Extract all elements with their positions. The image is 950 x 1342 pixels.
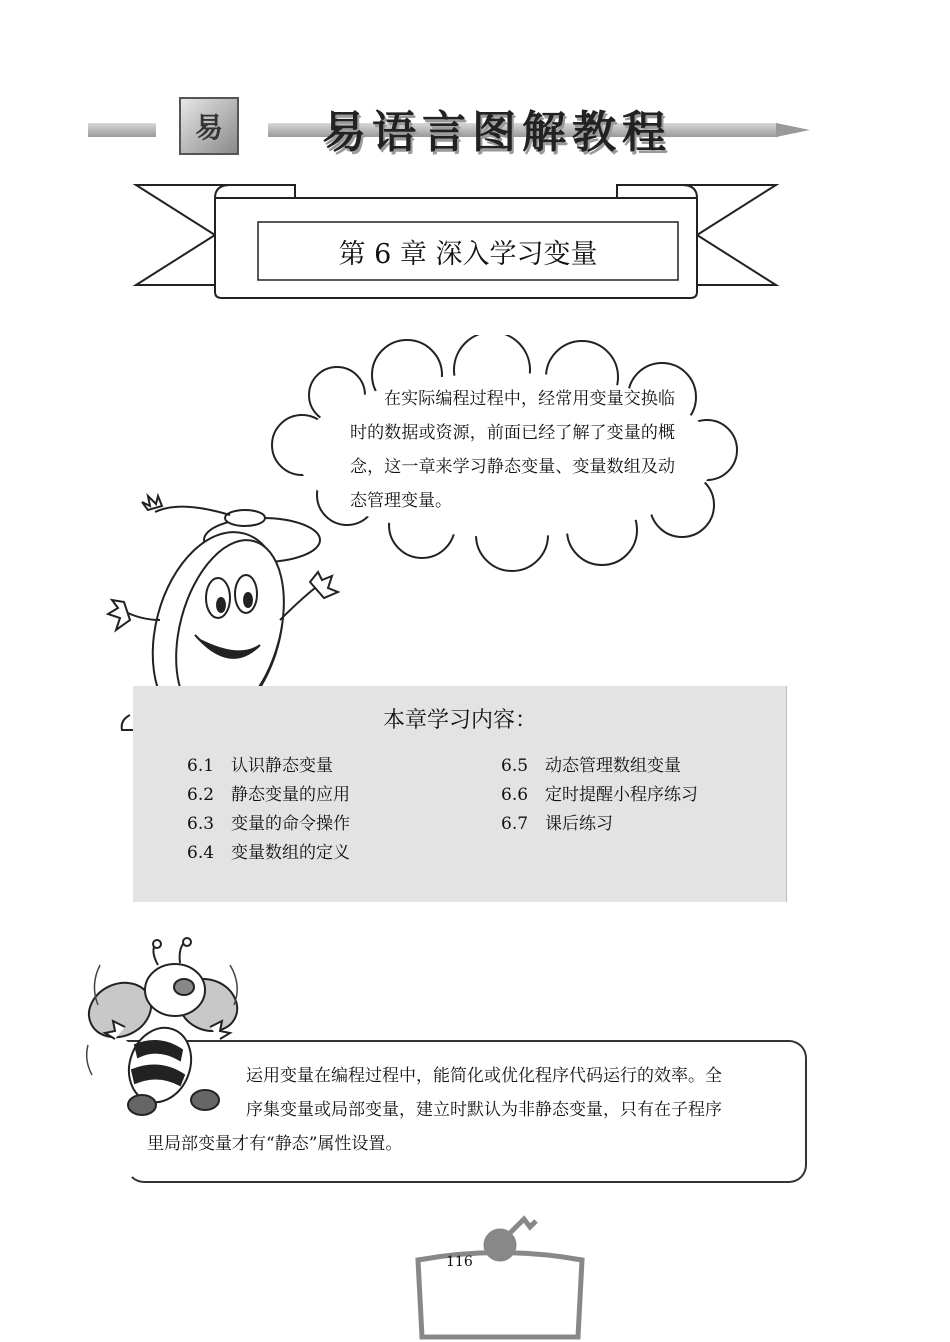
- contents-item-label: 课后练习: [545, 814, 613, 834]
- contents-item-label: 认识静态变量: [231, 756, 333, 776]
- book-title: 易语言图解教程: [322, 107, 672, 158]
- book-logo: [179, 97, 239, 155]
- page-number: 116: [446, 1254, 473, 1270]
- contents-item: [187, 839, 447, 868]
- contents-item-label: 变量数组的定义: [231, 843, 350, 863]
- contents-item: [501, 781, 761, 810]
- contents-item-label: 变量的命令操作: [231, 814, 350, 834]
- contents-list-right: [501, 752, 761, 839]
- contents-item: [501, 752, 761, 781]
- tip-text-line-2: 序集变量或局部变量，建立时默认为非静态变量，只有在子程序: [246, 1100, 722, 1120]
- contents-item-number: 6.2: [187, 785, 215, 805]
- contents-item-label: 动态管理数组变量: [545, 756, 681, 776]
- chapter-intro-text: 在实际编程过程中，经常用变量交换临时的数据或资源，前面已经了解了变量的概念，这一章来学习静态变量、变量数组及动态管理变量。: [350, 389, 675, 511]
- contents-item-number: 6.4: [187, 843, 215, 863]
- contents-item-number: 6.7: [501, 814, 529, 834]
- contents-list-left: [187, 752, 447, 868]
- header-decor-bar-tip: [776, 123, 810, 137]
- contents-item: [501, 810, 761, 839]
- contents-item: [187, 810, 447, 839]
- tip-text-line-3: 里局部变量才有“静态”属性设置。: [147, 1134, 403, 1154]
- header-decor-bar-left: [88, 123, 156, 137]
- contents-item-label: 静态变量的应用: [231, 785, 350, 805]
- page-sign-illustration: [410, 1215, 590, 1342]
- contents-item-number: 6.1: [187, 756, 215, 776]
- bee-mascot-illustration: [80, 935, 250, 1120]
- chapter-title: 第 6 章 深入学习变量: [338, 238, 598, 270]
- contents-item-number: 6.6: [501, 785, 529, 805]
- contents-item: [187, 781, 447, 810]
- contents-item-number: 6.3: [187, 814, 215, 834]
- contents-item: [187, 752, 447, 781]
- contents-item-label: 定时提醒小程序练习: [545, 785, 698, 805]
- logo-glyph: 易: [194, 111, 223, 144]
- chapter-contents-heading: 本章学习内容：: [382, 708, 537, 733]
- contents-item-number: 6.5: [501, 756, 529, 776]
- tip-text-line-1: 运用变量在编程过程中，能简化或优化程序代码运行的效率。全: [246, 1066, 722, 1086]
